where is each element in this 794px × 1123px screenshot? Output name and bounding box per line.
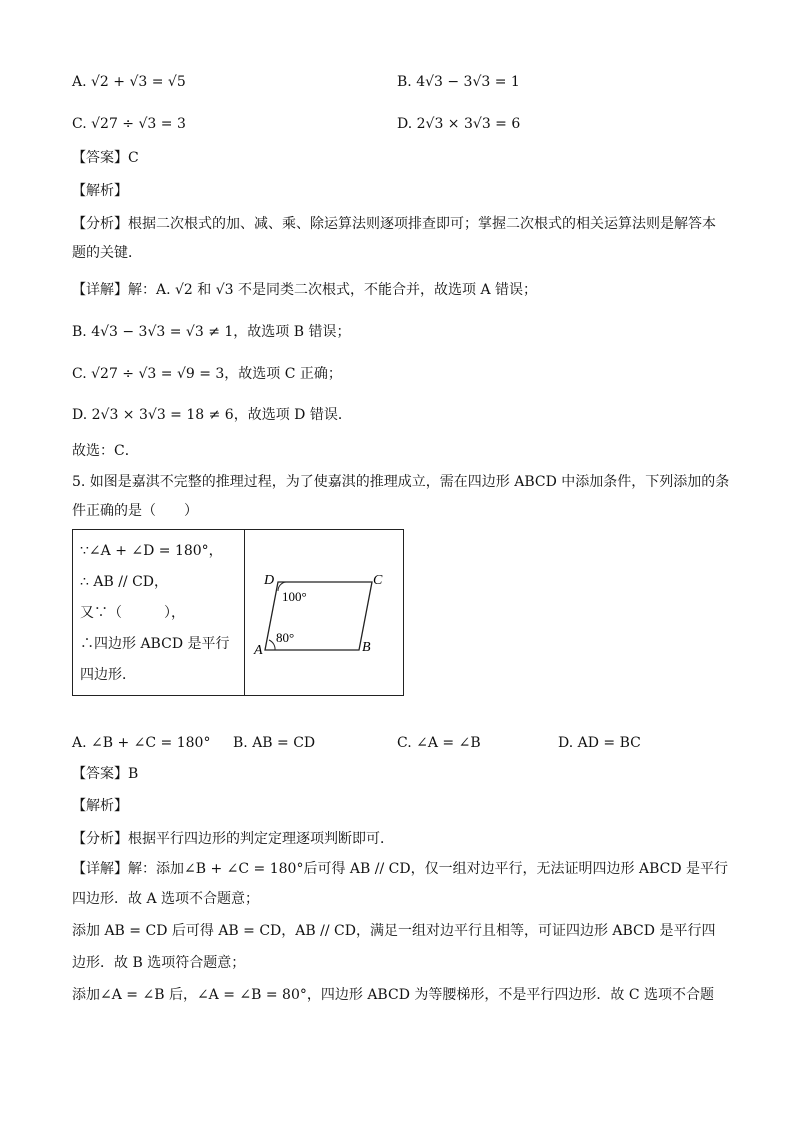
q5-detail-line5: 添加∠A = ∠B 后，∠A = ∠B = 80°，四边形 ABCD 为等腰梯形，不是平行四边形．故 C 选项不合题: [72, 987, 714, 1003]
vertex-b-label: B: [362, 640, 371, 655]
q5-proof-line5: 四边形．: [80, 667, 136, 683]
q4-choice: 故选：C．: [72, 443, 139, 459]
vertex-d-label: D: [264, 573, 275, 588]
q4-option-c: C. √27 ÷ √3 = 3: [72, 116, 186, 132]
q5-analysis-heading: 【解析】: [72, 798, 128, 814]
q4-option-d: D. 2√3 × 3√3 = 6: [397, 116, 521, 132]
q4-option-a: A. √2 + √3 = √5: [72, 74, 186, 90]
q4-fenxi-line2: 题的关键．: [72, 245, 142, 261]
vertex-a-label: A: [254, 643, 263, 658]
q4-detail-b: B. 4√3 − 3√3 = √3 ≠ 1，故选项 B 错误；: [72, 324, 351, 340]
q5-proof-line3: 又∵（ ），: [80, 605, 185, 621]
parallelogram-figure: [245, 530, 403, 695]
q5-answer: 【答案】B: [72, 766, 139, 782]
q4-detail-d: D. 2√3 × 3√3 = 18 ≠ 6，故选项 D 错误．: [72, 407, 352, 423]
q5-detail-line4: 边形．故 B 选项符合题意；: [72, 955, 246, 971]
q4-fenxi-line1: 【分析】根据二次根式的加、减、乘、除运算法则逐项排查即可；掌握二次根式的相关运算法则是解答本: [72, 216, 716, 232]
angle-a-value: 80°: [276, 630, 295, 645]
q5-option-d: D. AD = BC: [558, 735, 641, 751]
q5-fenxi: 【分析】根据平行四边形的判定定理逐项判断即可．: [72, 831, 394, 847]
q4-detail-a: 【详解】解：A. √2 和 √3 不是同类二次根式，不能合并，故选项 A 错误；: [72, 282, 538, 298]
q4-option-b: B. 4√3 − 3√3 = 1: [397, 74, 520, 90]
q5-detail-line3: 添加 AB = CD 后可得 AB = CD，AB // CD，满足一组对边平行且相等，可证四边形 ABCD 是平行四: [72, 923, 716, 939]
q5-option-c: C. ∠A = ∠B: [397, 735, 481, 751]
angle-d-value: 100°: [282, 589, 307, 604]
angle-a-arc: [269, 640, 275, 650]
vertex-c-label: C: [373, 573, 383, 588]
q5-proof-line1: ∵∠A + ∠D = 180°，: [80, 543, 223, 559]
q5-stem-line2: 件正确的是（ ）: [72, 503, 198, 519]
q5-option-b: B. AB = CD: [233, 735, 316, 751]
q5-detail-line1: 【详解】解：添加∠B + ∠C = 180°后可得 AB // CD，仅一组对边平行，无法证明四边形 ABCD 是平行: [72, 861, 729, 877]
q5-proof-line4: ∴四边形 ABCD 是平行: [80, 636, 230, 652]
q5-option-a: A. ∠B + ∠C = 180°: [72, 735, 211, 751]
q5-detail-line2: 四边形．故 A 选项不合题意；: [72, 891, 260, 907]
q4-answer: 【答案】C: [72, 150, 139, 166]
q4-analysis-heading: 【解析】: [72, 183, 128, 199]
q5-stem-line1: 5. 如图是嘉淇不完整的推理过程，为了使嘉淇的推理成立，需在四边形 ABCD 中添加条件，下列添加的条: [72, 474, 730, 490]
q5-proof-line2: ∴ AB // CD，: [80, 574, 169, 590]
q4-detail-c: C. √27 ÷ √3 = √9 = 3，故选项 C 正确；: [72, 366, 342, 382]
